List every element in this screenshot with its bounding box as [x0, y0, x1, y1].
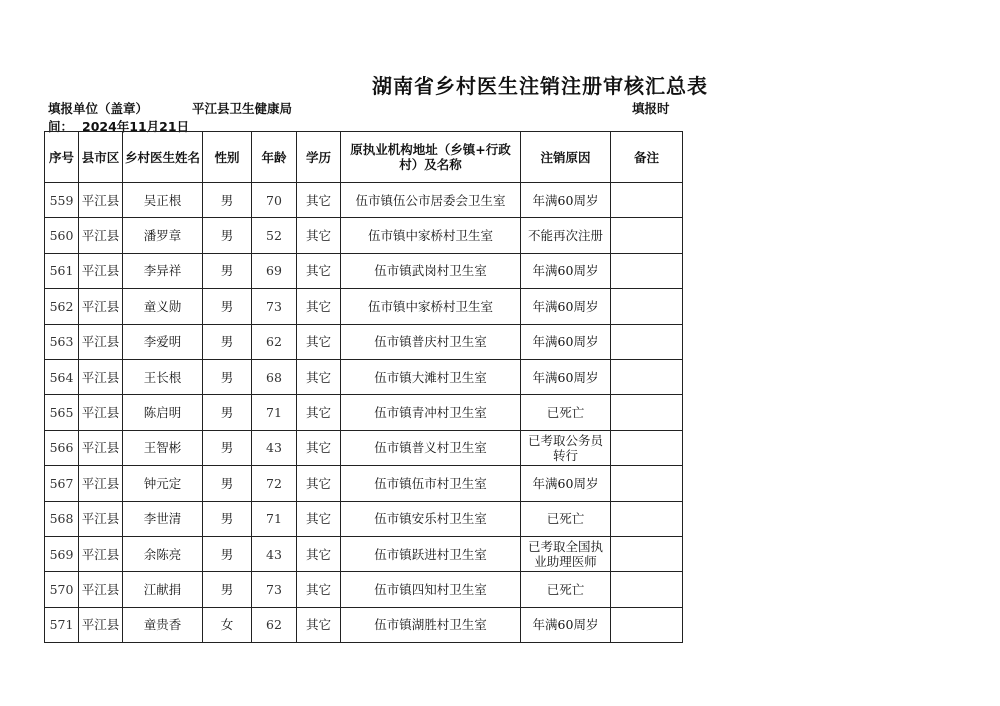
cell-age: 62: [252, 324, 297, 359]
cell-serial: 565: [45, 395, 79, 430]
cell-reason: 已死亡: [521, 501, 611, 536]
cell-institution: 伍市镇普义村卫生室: [341, 430, 521, 465]
cell-institution: 伍市镇伍市村卫生室: [341, 466, 521, 501]
cell-institution: 伍市镇普庆村卫生室: [341, 324, 521, 359]
cell-doctor-name: 潘罗章: [123, 218, 203, 253]
date-value: 2024年11月21日: [82, 119, 190, 134]
cell-county: 平江县: [79, 359, 123, 394]
cell-age: 71: [252, 395, 297, 430]
header-serial: 序号: [45, 132, 79, 183]
cell-serial: 559: [45, 183, 79, 218]
cell-serial: 569: [45, 536, 79, 571]
cell-county: 平江县: [79, 324, 123, 359]
cell-age: 43: [252, 430, 297, 465]
cell-institution: 伍市镇大滩村卫生室: [341, 359, 521, 394]
cell-reason: 不能再次注册: [521, 218, 611, 253]
cell-gender: 男: [203, 359, 252, 394]
cell-age: 70: [252, 183, 297, 218]
cell-age: 68: [252, 359, 297, 394]
cell-doctor-name: 李世清: [123, 501, 203, 536]
cell-doctor-name: 吴正根: [123, 183, 203, 218]
table-row: [45, 218, 683, 253]
cell-doctor-name: 童贵香: [123, 607, 203, 642]
cell-county: 平江县: [79, 218, 123, 253]
table-row: [45, 324, 683, 359]
cell-serial: 564: [45, 359, 79, 394]
cell-gender: 男: [203, 501, 252, 536]
cell-reason: 年满60周岁: [521, 289, 611, 324]
cell-education: 其它: [297, 466, 341, 501]
cell-education: 其它: [297, 607, 341, 642]
cell-gender: 男: [203, 324, 252, 359]
cell-county: 平江县: [79, 253, 123, 288]
cell-reason: 年满60周岁: [521, 359, 611, 394]
cell-education: 其它: [297, 430, 341, 465]
cell-reason: 已死亡: [521, 395, 611, 430]
cell-serial: 562: [45, 289, 79, 324]
cell-remarks: [611, 536, 683, 571]
cell-age: 62: [252, 607, 297, 642]
cell-serial: 570: [45, 572, 79, 607]
cell-remarks: [611, 218, 683, 253]
cell-serial: 560: [45, 218, 79, 253]
cell-serial: 568: [45, 501, 79, 536]
header-remarks: 备注: [611, 132, 683, 183]
table-row: [45, 253, 683, 288]
unit-value: 平江县卫生健康局: [192, 101, 293, 116]
cell-doctor-name: 江献捐: [123, 572, 203, 607]
cell-serial: 563: [45, 324, 79, 359]
cell-county: 平江县: [79, 183, 123, 218]
cell-institution: 伍市镇安乐村卫生室: [341, 501, 521, 536]
cell-gender: 男: [203, 289, 252, 324]
cell-remarks: [611, 501, 683, 536]
cell-county: 平江县: [79, 289, 123, 324]
table-row: [45, 501, 683, 536]
cell-age: 72: [252, 466, 297, 501]
cell-reason: 已死亡: [521, 572, 611, 607]
cell-doctor-name: 李爱明: [123, 324, 203, 359]
table-row: [45, 536, 683, 571]
cell-education: 其它: [297, 395, 341, 430]
cell-doctor-name: 陈启明: [123, 395, 203, 430]
cell-county: 平江县: [79, 395, 123, 430]
cell-county: 平江县: [79, 430, 123, 465]
cell-gender: 男: [203, 183, 252, 218]
cell-doctor-name: 钟元定: [123, 466, 203, 501]
cell-education: 其它: [297, 324, 341, 359]
cell-institution: 伍市镇伍公市居委会卫生室: [341, 183, 521, 218]
header-reason: 注销原因: [521, 132, 611, 183]
table-row: [45, 430, 683, 465]
cell-reason: 年满60周岁: [521, 253, 611, 288]
cell-gender: 女: [203, 607, 252, 642]
cell-county: 平江县: [79, 607, 123, 642]
cell-education: 其它: [297, 536, 341, 571]
cell-doctor-name: 余陈亮: [123, 536, 203, 571]
table-row: [45, 359, 683, 394]
header-doctor-name: 乡村医生姓名: [123, 132, 203, 183]
cell-gender: 男: [203, 466, 252, 501]
cell-serial: 567: [45, 466, 79, 501]
cell-reason: 年满60周岁: [521, 607, 611, 642]
cell-institution: 伍市镇湖胜村卫生室: [341, 607, 521, 642]
cell-institution: 伍市镇跃进村卫生室: [341, 536, 521, 571]
cell-serial: 566: [45, 430, 79, 465]
date-label-part1: 填报时: [632, 101, 670, 116]
cell-doctor-name: 王长根: [123, 359, 203, 394]
cell-reason: 已考取全国执业助理医师: [521, 536, 611, 571]
cell-education: 其它: [297, 501, 341, 536]
cell-education: 其它: [297, 183, 341, 218]
cell-remarks: [611, 183, 683, 218]
cell-reason: 年满60周岁: [521, 324, 611, 359]
cell-gender: 男: [203, 572, 252, 607]
cell-remarks: [611, 607, 683, 642]
table-row: [45, 289, 683, 324]
cell-education: 其它: [297, 359, 341, 394]
table-row: [45, 183, 683, 218]
table-row: [45, 607, 683, 642]
cell-gender: 男: [203, 395, 252, 430]
table-row: [45, 395, 683, 430]
cell-gender: 男: [203, 430, 252, 465]
unit-label: 填报单位（盖章）: [48, 101, 149, 116]
cell-age: 73: [252, 572, 297, 607]
cell-reason: 已考取公务员转行: [521, 430, 611, 465]
cell-remarks: [611, 395, 683, 430]
summary-table: [44, 131, 683, 643]
cell-gender: 男: [203, 536, 252, 571]
cell-remarks: [611, 430, 683, 465]
cell-remarks: [611, 572, 683, 607]
table-header-row: [45, 132, 683, 183]
cell-remarks: [611, 466, 683, 501]
cell-institution: 伍市镇武岗村卫生室: [341, 253, 521, 288]
cell-age: 52: [252, 218, 297, 253]
cell-gender: 男: [203, 218, 252, 253]
cell-doctor-name: 王智彬: [123, 430, 203, 465]
cell-doctor-name: 李异祥: [123, 253, 203, 288]
cell-county: 平江县: [79, 501, 123, 536]
cell-serial: 571: [45, 607, 79, 642]
cell-institution: 伍市镇青冲村卫生室: [341, 395, 521, 430]
cell-remarks: [611, 324, 683, 359]
cell-education: 其它: [297, 253, 341, 288]
cell-county: 平江县: [79, 536, 123, 571]
cell-age: 71: [252, 501, 297, 536]
cell-institution: 伍市镇中家桥村卫生室: [341, 218, 521, 253]
cell-county: 平江县: [79, 572, 123, 607]
cell-institution: 伍市镇中家桥村卫生室: [341, 289, 521, 324]
cell-serial: 561: [45, 253, 79, 288]
table-row: [45, 572, 683, 607]
cell-age: 69: [252, 253, 297, 288]
header-gender: 性别: [203, 132, 252, 183]
page-title: 湖南省乡村医生注销注册审核汇总表: [372, 74, 708, 98]
cell-education: 其它: [297, 289, 341, 324]
cell-age: 43: [252, 536, 297, 571]
header-age: 年龄: [252, 132, 297, 183]
cell-remarks: [611, 359, 683, 394]
cell-education: 其它: [297, 572, 341, 607]
cell-reason: 年满60周岁: [521, 466, 611, 501]
cell-remarks: [611, 253, 683, 288]
cell-institution: 伍市镇四知村卫生室: [341, 572, 521, 607]
date-label-part2: 间：: [48, 119, 74, 134]
cell-age: 73: [252, 289, 297, 324]
cell-remarks: [611, 289, 683, 324]
cell-reason: 年满60周岁: [521, 183, 611, 218]
header-institution: 原执业机构地址（乡镇+行政村）及名称: [341, 132, 521, 183]
header-county: 县市区: [79, 132, 123, 183]
cell-doctor-name: 童义勋: [123, 289, 203, 324]
header-education: 学历: [297, 132, 341, 183]
cell-gender: 男: [203, 253, 252, 288]
cell-county: 平江县: [79, 466, 123, 501]
cell-education: 其它: [297, 218, 341, 253]
table-row: [45, 466, 683, 501]
